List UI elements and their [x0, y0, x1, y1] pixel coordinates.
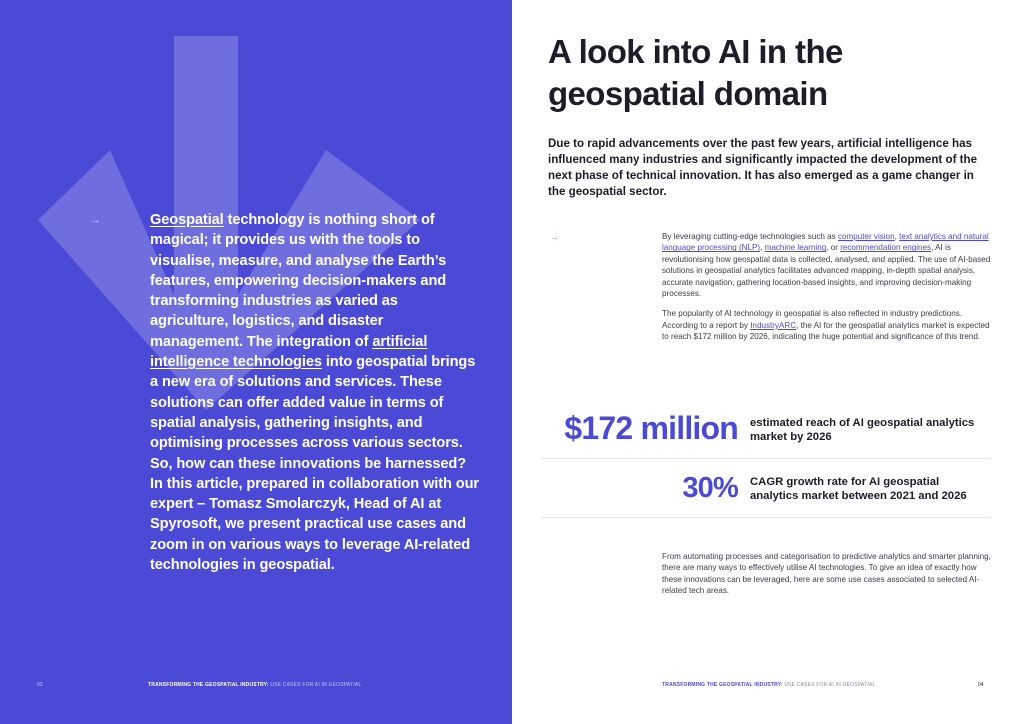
intro-text [150, 210, 480, 575]
running-header-rest: USE CASES FOR AI IN GEOSPATIAL [268, 682, 362, 688]
running-header [662, 682, 875, 688]
divider [542, 458, 990, 459]
stat-cagr [532, 470, 988, 516]
text-part: By leveraging cutting-edge technologies such as [662, 232, 838, 241]
stat-label: estimated reach of AI geospatial analytics market by 2026 [750, 417, 975, 443]
computer-vision-link[interactable]: computer vision [837, 232, 895, 241]
arrow-right-icon: → [90, 214, 101, 226]
body-paragraph-1 [662, 231, 992, 299]
running-header [148, 682, 361, 688]
recommendation-engines-link[interactable]: recommendation engines [840, 243, 932, 253]
arrow-right-icon: → [550, 232, 559, 242]
stat-label: CAGR growth rate for AI geospatial analytics market between 2021 and 2026 [750, 476, 967, 502]
intro-paragraph [150, 210, 480, 474]
body-paragraph-2 [662, 308, 992, 342]
collaboration-paragraph: In this article, prepared in collaboration with our expert – Tomasz Smolarczyk, Head of AI at Spyrosoft, we present practical use cases and zoom in on various ways to leverage AI-related technologies in geospatial. [150, 475, 479, 574]
industryarc-link[interactable]: IndustryARC [750, 320, 797, 330]
text-part: , the AI for the geospatial analytics market is expected to reach $172 million by 2026, indicating the huge potential and significance of this trend. [662, 320, 990, 342]
text-part: , or [826, 243, 841, 253]
page-number: 04 [978, 682, 984, 688]
text-part: , [894, 232, 900, 241]
closing-paragraph: From automating processes and categorisation to predictive analytics and smarter planning, there are many ways to effectively utilise AI technologies. To give an idea of exactly how these innovations can be leveraged, here are some use cases associated to selected AI-related tech areas. [662, 552, 991, 596]
ai-technologies-link[interactable]: artificial intelligence technologies [150, 333, 428, 371]
geospatial-link[interactable]: Geospatial [150, 212, 224, 228]
lead-paragraph: Due to rapid advancements over the past few years, artificial intelligence has influenced many industries and significantly impacted the development of the next phase of technical innovation. It has also emerged as a game changer in the geospatial sector. [548, 137, 978, 198]
divider [542, 517, 990, 518]
running-header-bold: TRANSFORMING THE GEOSPATIAL INDUSTRY: [148, 682, 269, 688]
text-part: , AI is revolutionising how geospatial data is collected, analysed, and applied. The use of AI-based solutions in geospatial analytics facilitates advanced mapping, in-depth spatial analysis, accurate navigation, gathering location-based insights, and improving decision-making processes. [662, 243, 991, 299]
stat-value: $172 million [564, 410, 738, 446]
text-part: , [760, 243, 765, 253]
text-part: The popularity of AI technology in geospatial is also reflected in industry predictions. According to a report by [662, 309, 963, 330]
intro-text-part: technology is nothing short of magical; it provides us with the tools to visualise, measure, and analyse the Earth’s features, empowering decision-makers and transforming industries as varied as agriculture, logistics, and disaster management. The integration of [150, 212, 447, 350]
body-text [662, 231, 992, 352]
stat-market-size [532, 408, 988, 458]
page-title: A look into AI in the geospatial domain [548, 33, 843, 112]
nlp-link[interactable]: text analytics and natural language processing (NLP) [662, 232, 989, 253]
stat-value: 30% [682, 472, 738, 504]
running-header-rest: USE CASES FOR AI IN GEOSPATIAL [782, 682, 876, 688]
page-number: 03 [37, 682, 43, 688]
running-header-bold: TRANSFORMING THE GEOSPATIAL INDUSTRY: [662, 682, 783, 688]
machine-learning-link[interactable]: machine learning [764, 243, 827, 253]
intro-text-part: into geospatial brings a new era of solutions and services. These solutions can offer added value in terms of spatial analysis, gathering insights, and optimising processes across various sectors. So, how can these innovations be harnessed? [150, 354, 476, 472]
right-page [512, 0, 1024, 724]
